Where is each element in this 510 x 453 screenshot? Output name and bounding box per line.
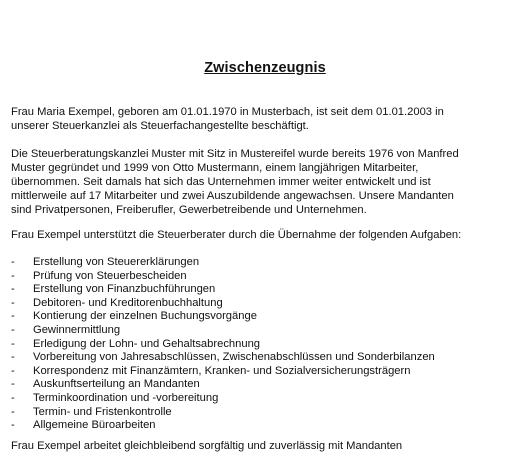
bullet-dash: -	[11, 323, 15, 336]
bullet-dash: -	[11, 283, 15, 296]
task-item	[11, 419, 435, 433]
document-title: Zwischenzeugnis	[204, 60, 326, 76]
task-item	[11, 310, 435, 324]
task-label: Allgemeine Büroarbeiten	[33, 419, 156, 432]
task-label: Auskunftserteilung an Mandanten	[33, 378, 200, 391]
bullet-dash: -	[11, 391, 15, 404]
task-label: Erledigung der Lohn- und Gehaltsabrechnung	[33, 337, 261, 350]
task-label: Gewinnermittlung	[33, 323, 121, 336]
task-label: Kontierung der einzelnen Buchungsvorgänge	[33, 310, 257, 323]
bullet-dash: -	[11, 337, 15, 350]
task-item	[11, 365, 435, 379]
bullet-dash: -	[11, 405, 15, 418]
task-item	[11, 338, 435, 352]
company-paragraph: Die Steuerberatungskanzlei Muster mit Sitz in Mustereifel wurde bereits 1976 von Manfred Muster gegründet und 1999 von Otto Mustermann, einem langjährigen Mitarbeiter, übernommen. Seit damals hat sich das Unternehmen immer weiter entwickelt und ist mittlerweile auf 17 Mitarbeiter und zwei Auszubildende angewachsen. Unsere Mandanten sind Privatpersonen, Freiberufler, Gewerbetreibende und Unternehmen.	[11, 148, 459, 216]
task-label: Debitoren- und Kreditorenbuchhaltung	[33, 296, 223, 309]
task-label: Prüfung von Steuerbescheiden	[33, 269, 187, 282]
task-item	[11, 270, 435, 284]
task-item	[11, 351, 435, 365]
task-label: Terminkoordination und -vorbereitung	[33, 391, 219, 404]
bullet-dash: -	[11, 256, 15, 268]
intro-paragraph: Frau Maria Exempel, geboren am 01.01.1970 in Musterbach, ist seit dem 01.01.2003 in unserer Steuerkanzlei als Steuerfachangestellte beschäftigt.	[11, 106, 444, 132]
task-label: Vorbereitung von Jahresabschlüssen, Zwischenabschlüssen und Sonderbilanzen	[33, 351, 435, 364]
task-label: Erstellung von Steuererklärungen	[33, 256, 200, 268]
trailing-paragraph: Frau Exempel arbeitet gleichbleibend sorgfältig und zuverlässig mit Mandanten	[11, 440, 403, 452]
bullet-dash: -	[11, 296, 15, 309]
tasks-intro-paragraph: Frau Exempel unterstützt die Steuerberater durch die Übernahme der folgenden Aufgaben:	[11, 229, 462, 241]
task-item	[11, 392, 435, 406]
bullet-dash: -	[11, 419, 15, 432]
task-list	[11, 256, 435, 433]
task-label: Korrespondenz mit Finanzämtern, Kranken- und Sozialversicherungsträgern	[33, 364, 411, 377]
task-item	[11, 297, 435, 311]
bullet-dash: -	[11, 351, 15, 364]
task-item	[11, 378, 435, 392]
bullet-dash: -	[11, 364, 15, 377]
task-item	[11, 406, 435, 420]
task-label: Erstellung von Finanzbuchführungen	[33, 283, 216, 296]
bullet-dash: -	[11, 269, 15, 282]
task-item	[11, 324, 435, 338]
task-item	[11, 256, 435, 270]
bullet-dash: -	[11, 310, 15, 323]
task-item	[11, 283, 435, 297]
task-label: Termin- und Fristenkontrolle	[33, 405, 172, 418]
bullet-dash: -	[11, 378, 15, 391]
